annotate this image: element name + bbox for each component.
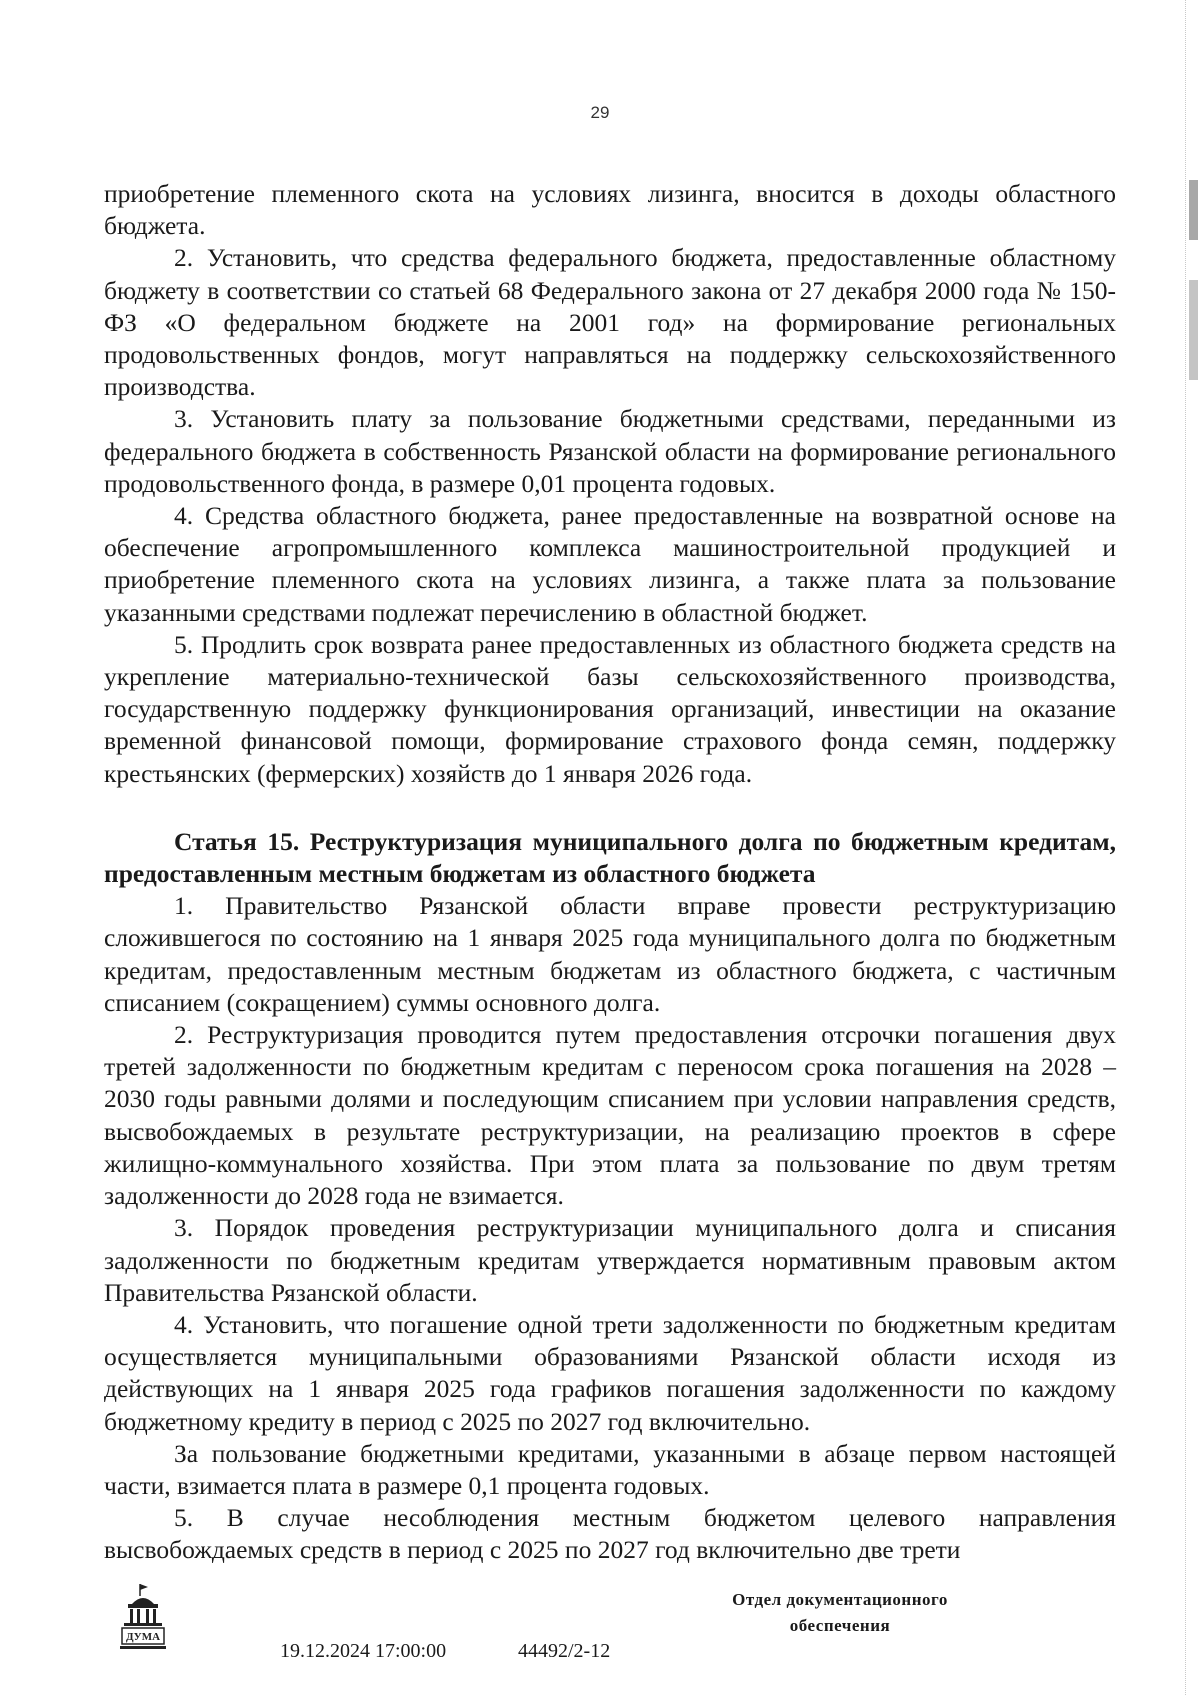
paragraph-item-5: 5. Продлить срок возврата ранее предоставленных из областного бюджета средств на укрепление материально-технической базы сельскохозяйственного производства, государственную поддержку функционирования организаций, инвестиции на оказание временной финансовой помощи, формирование страхового фонда семян, поддержку крестьянских (фермерских) хозяйств до 1 января 2026 года. <box>104 629 1116 788</box>
document-body <box>104 178 1116 1567</box>
article-paragraph-3: 3. Порядок проведения реструктуризации муниципального долга и списания задолженности по бюджетным кредитам утверждается нормативным правовым актом Правительства Рязанской области. <box>104 1213 1116 1307</box>
paragraph-item-3: 3. Установить плату за пользование бюджетными средствами, переданными из федерального бюджета в собственность Рязанской области на формирование регионального продовольственного фонда, в размере 0,01 процента годовых. <box>104 404 1116 498</box>
paragraph-item-4: 4. Средства областного бюджета, ранее предоставленные на возвратной основе на обеспечение агропромышленного комплекса машиностроительной продукцией и приобретение племенного скота на условиях лизинга, а также плата за пользование указанными средствами подлежат перечислению в областной бюджет. <box>104 501 1116 627</box>
article-paragraph-5: 5. В случае несоблюдения местным бюджетом целевого направления высвобождаемых средств в период с 2025 по 2027 год включительно две трети <box>104 1503 1116 1565</box>
paragraph-item-2: 2. Установить, что средства федерального бюджета, предоставленные областному бюджету в соответствии со статьей 68 Федерального закона от 27 декабря 2000 года № 150-ФЗ «О федеральном бюджете на 2001 год» на формирование региональных продовольственных фондов, могут направляться на поддержку сельскохозяйственного производства. <box>104 243 1116 402</box>
article-heading: Статья 15. Реструктуризация муниципального долга по бюджетным кредитам, предоставленным местным бюджетам из областного бюджета <box>104 826 1116 889</box>
footer-department-line2: обеспечения <box>789 1616 891 1635</box>
article-paragraph-1: 1. Правительство Рязанской области вправе провести реструктуризацию сложившегося по состоянию на 1 января 2025 года муниципального долга по бюджетным кредитам, предоставленным местным бюджетам из областного бюджета, с частичным списанием (сокращением) суммы основного долга. <box>104 891 1116 1017</box>
page-footer <box>0 1575 1200 1675</box>
scan-mark <box>1189 280 1198 380</box>
article-paragraph-4-extra: За пользование бюджетными кредитами, указанными в абзаце первом настоящей части, взимается плата в размере 0,1 процента годовых. <box>104 1438 1116 1500</box>
duma-logo-icon <box>118 1582 168 1654</box>
article-paragraph-2: 2. Реструктуризация проводится путем предоставления отсрочки погашения двух третей задолженности по бюджетным кредитам с переносом срока погашения на 2028 – 2030 годы равными долями и последующим списанием при условии направления средств, высвобождаемых в результате реструктуризации, на реализацию проектов в сфере жилищно-коммунального хозяйства. При этом плата за пользование по двум третям задолженности до 2028 года не взимается. <box>104 1020 1116 1211</box>
footer-document-code: 44492/2-12 <box>518 1640 611 1662</box>
page-number: 29 <box>590 103 610 122</box>
scan-edge-artifact <box>1185 0 1200 1695</box>
paragraph-continuation: приобретение племенного скота на условиях лизинга, вносится в доходы областного бюджета. <box>104 179 1116 241</box>
scan-mark <box>1189 180 1198 240</box>
footer-department-line1: Отдел документационного <box>732 1590 948 1609</box>
article-paragraph-4: 4. Установить, что погашение одной трети задолженности по бюджетным кредитам осуществляется муниципальными образованиями Рязанской области исходя из действующих на 1 января 2025 года графиков погашения задолженности по каждому бюджетному кредиту в период с 2025 по 2027 год включительно. <box>104 1309 1116 1436</box>
duma-logo-text: ДУМА <box>125 1631 161 1643</box>
footer-department <box>700 1587 980 1639</box>
footer-timestamp: 19.12.2024 17:00:00 <box>280 1640 447 1662</box>
